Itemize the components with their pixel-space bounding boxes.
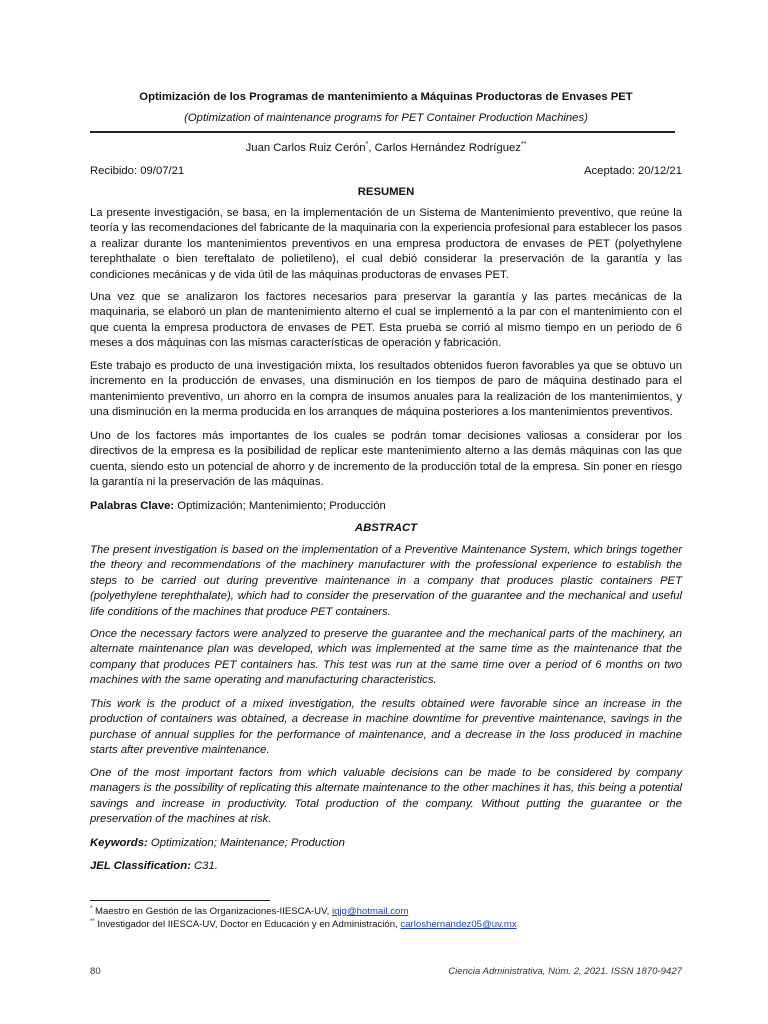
footnote-text: Investigador del IIESCA-UV, Doctor en Educación y en Administración,	[94, 919, 401, 930]
keywords-label: Keywords:	[90, 837, 148, 849]
accepted-date: Aceptado: 20/12/21	[584, 165, 682, 177]
author-footnote-mark: **	[520, 141, 527, 148]
author-line	[90, 141, 682, 155]
resumen-paragraph: La presente investigación, se basa, en la implementación de un Sistema de Mantenimiento preventivo, que reúne la teoría y las recomendaciones del fabricante de la maquinaria con la experiencia profesional para establecer los pasos a realizar durante los mantenimientos preventivos en una empresa productora de envases de PET (polyethylene terephthalate o bien tereftalato de polietileno), el cual debió considerar la preservación de la garantía y las condiciones mecánicas y de vida útil de las máquinas productoras de envases PET.	[90, 207, 682, 281]
page-number: 80	[90, 966, 101, 977]
title-divider	[90, 131, 675, 133]
resumen-heading: RESUMEN	[357, 186, 415, 198]
footnote-2	[90, 919, 682, 931]
abstract-paragraph: The present investigation is based on the implementation of a Preventive Maintenance System, which brings together the theory and recommendations of the machinery manufacturer with the professional experience to establish the steps to be carried out during preventive maintenance in a company that produces plastic containers PET (polyethylene terephthalate), which had to consider the preservation of the guarantee and the mechanical and useful life conditions of the machines that produce PET containers.	[90, 544, 682, 618]
abstract-paragraph: This work is the product of a mixed investigation, the results obtained were favorable since an increase in the production of containers was obtained, a decrease in machine downtime for preventive maintenance, savings in the purchase of annual supplies for the performance of maintenance, and a decrease in the loss produced in machine starts after preventive maintenance.	[90, 698, 682, 757]
email-link[interactable]: carloshernandez05@uv.mx	[400, 919, 517, 930]
footnote-mark: **	[90, 919, 95, 925]
received-date: Recibido: 09/07/21	[90, 165, 185, 177]
author-footnote-mark: *	[365, 141, 369, 148]
palabras-clave	[90, 499, 682, 514]
resumen-paragraph: Este trabajo es producto de una investigación mixta, los resultados obtenidos fueron favorables ya que se obtuvo un incremento en la producción de envases, una disminución en los tiempos de paro de máquina destinado para el mantenimiento preventivo, un ahorro en la compra de insumos anuales para la realización de los mantenimientos, y una disminución en la merma producida en los arranques de máquina posteriores a los mantenimientos preventivos.	[90, 360, 682, 419]
page-footer	[90, 966, 682, 978]
abstract-heading: ABSTRACT	[354, 522, 418, 534]
journal-citation: Ciencia Administrativa, Núm. 2, 2021. ISSN 1870-9427	[448, 966, 682, 977]
footnote-divider	[90, 900, 270, 901]
jel-value: C31.	[190, 860, 218, 872]
jel-label: JEL Classification:	[90, 860, 191, 872]
palabras-clave-value: Optimización; Mantenimiento; Producción	[174, 500, 386, 512]
footnote-mark: *	[90, 906, 93, 912]
paper-subtitle: (Optimization of maintenance programs for PET Container Production Machines)	[184, 112, 588, 124]
footnote-text: Maestro en Gestión de las Organizaciones-IIESCA-UV,	[92, 906, 332, 917]
paper-title: Optimización de los Programas de mantenimiento a Máquinas Productoras de Envases PET	[139, 91, 633, 103]
footnote-1	[90, 906, 682, 918]
resumen-paragraph: Uno de los factores más importantes de los cuales se podrán tomar decisiones valiosas a considerar por los directivos de la empresa es la posibilidad de replicar este mantenimiento alterno a las demás máquinas con las que cuenta, siendo esto un potencial de ahorro y de incremento de la producción total de la empresa. Sin poner en riesgo la garantía ni la preservación de las máquinas.	[90, 430, 682, 489]
author-name: Juan Carlos Ruiz Cerón	[245, 142, 366, 154]
abstract-paragraph: One of the most important factors from which valuable decisions can be made to be considered by company managers is the possibility of replicating this alternate maintenance to the other machines it has, this being a potential savings and increase in productivity. Total production of the company. Without putting the guarantee or the preservation of the machines at risk.	[90, 767, 682, 826]
abstract-paragraph: Once the necessary factors were analyzed to preserve the guarantee and the mechanical parts of the machinery, an alternate maintenance plan was developed, which was implemented at the same time as the maintenance that the company that produces PET containers has. This test was run at the same time over a period of 6 months on two machines with the same operating and manufacturing characteristics.	[90, 628, 682, 687]
author-separator: ,	[368, 142, 375, 154]
keywords-value: Optimization; Maintenance; Production	[147, 837, 345, 849]
dates-line	[90, 164, 682, 178]
author-name: Carlos Hernández Rodríguez	[374, 142, 521, 154]
jel-classification	[90, 859, 682, 874]
keywords	[90, 836, 682, 851]
palabras-clave-label: Palabras Clave:	[90, 500, 175, 512]
resumen-paragraph: Una vez que se analizaron los factores necesarios para preservar la garantía y las partes mecánicas de la maquinaria, se elaboró un plan de mantenimiento alterno el cual se implementó a la par con el mantenimiento con el que cuenta la empresa productora de envases de PET. Esta prueba se corrió al mismo tiempo en un periodo de 6 meses a dos máquinas con las mismas características de operación y fabricación.	[90, 291, 682, 350]
email-link[interactable]: iqjg@hotmail.com	[331, 906, 409, 917]
